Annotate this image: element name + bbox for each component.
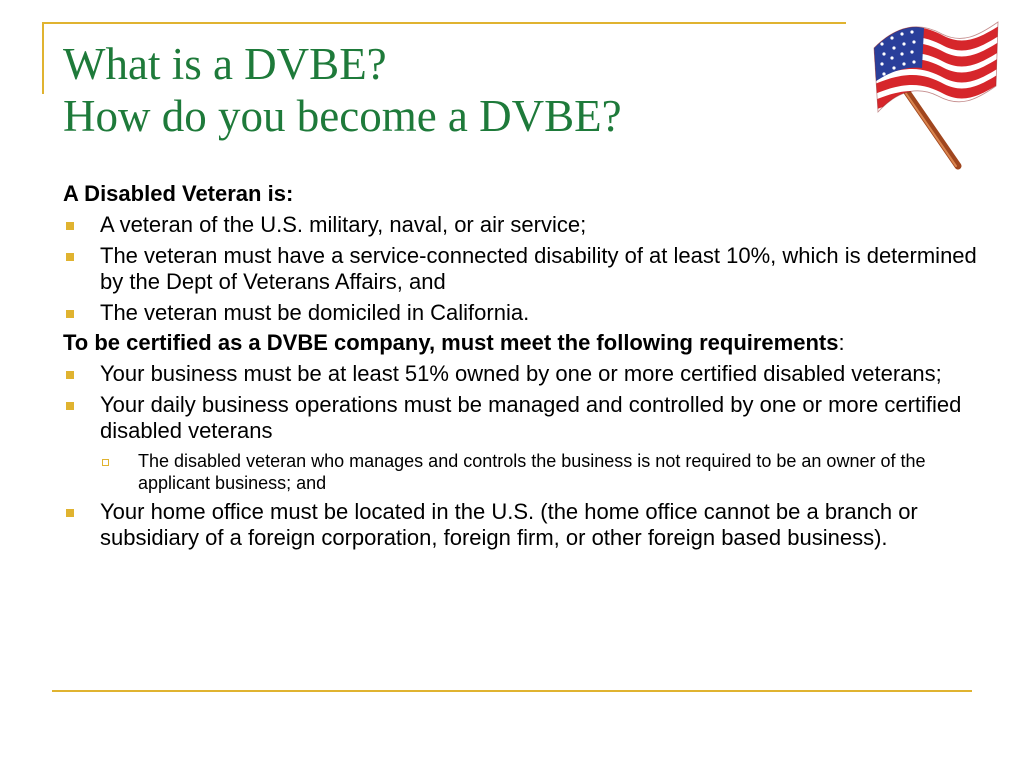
square-bullet-icon [66,402,74,410]
title-line-2: How do you become a DVBE? [63,91,622,141]
title-frame-top-rule [42,22,846,24]
square-bullet-icon [66,253,74,261]
bullet-text: Your home office must be located in the U.S. (the home office cannot be a branch or subsidiary of a foreign corporation, foreign firm, or other foreign based business). [100,499,918,550]
slide-body [63,181,983,551]
bullet-item [63,300,983,326]
slide-title [63,38,843,142]
bullet-item [63,212,983,238]
bullet-text: The veteran must be domiciled in California. [100,300,530,325]
square-bullet-icon [66,509,74,517]
bullet-text: Your business must be at least 51% owned by one or more certified disabled veterans; [100,361,942,386]
square-bullet-icon [66,310,74,318]
section-heading-disabled-veteran: A Disabled Veteran is: [63,181,294,206]
bullet-item [63,499,983,551]
certification-heading-text: To be certified as a DVBE company, must meet the following requirements [63,330,839,355]
bullet-item [63,243,983,295]
bullet-item [63,392,983,444]
sub-bullet-item [100,450,983,494]
footer-divider [52,690,972,692]
section-heading-certification [63,330,983,356]
sub-bullet-text: The disabled veteran who manages and controls the business is not required to be an owner of the applicant business; and [138,451,926,493]
square-bullet-icon [66,222,74,230]
american-flag-icon [862,16,1002,172]
title-frame-left-rule [42,22,44,94]
hollow-square-bullet-icon [102,459,109,466]
bullet-text: A veteran of the U.S. military, naval, or air service; [100,212,587,237]
bullet-item [63,361,983,387]
title-line-1: What is a DVBE? [63,39,387,89]
bullet-text: Your daily business operations must be managed and controlled by one or more certified disabled veterans [100,392,962,443]
bullet-text: The veteran must have a service-connected disability of at least 10%, which is determined by the Dept of Veterans Affairs, and [100,243,977,294]
heading-colon: : [838,330,845,355]
square-bullet-icon [66,371,74,379]
